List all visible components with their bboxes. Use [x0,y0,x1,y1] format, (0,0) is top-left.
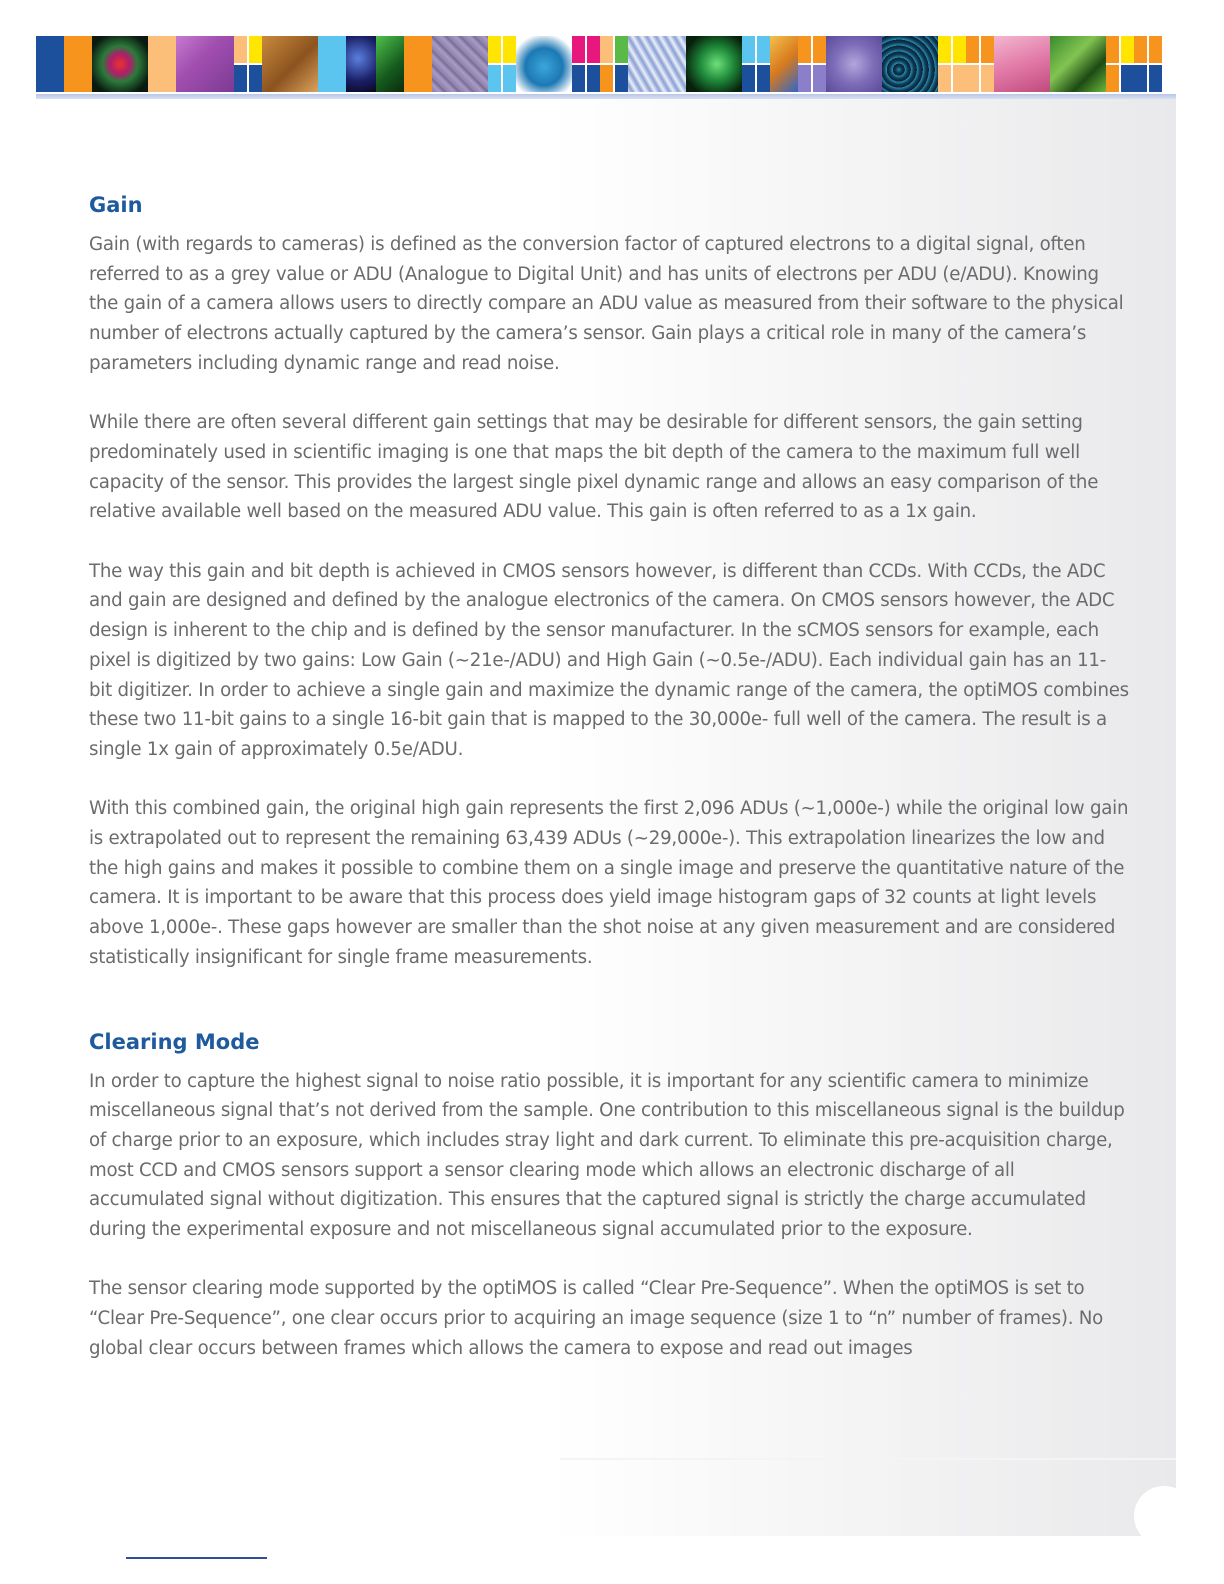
micrograph-nuclei-image [346,36,376,92]
paragraph: While there are often several different gain settings that may be desirable for different sensors, the gain setting predominately used in scientific imaging is one that maps the bit depth of the camera to the maximum full well capacity of the sensor. This provides the largest single pixel dynamic range and allows an easy comparison of the relative available well based on the measured ADU value. This gain is often referred to as a 1x gain. [89,412,1099,523]
banner-tile-grid [572,36,600,92]
micrograph-cell-image [92,36,148,92]
micrograph-tissue-image [176,36,234,92]
micrograph-fingerprint-image [882,36,938,92]
paragraph: Gain (with regards to cameras) is defined as the conversion factor of captured electrons to a digital signal, often referred to as a grey value or ADU (Analogue to Digital Unit) and has units of electrons per ADU (e/ADU). Knowing the gain of a camera allows users to directly compare an ADU value as measured from their software to the physical number of electrons actually captured by the camera’s sensor. Gain plays a critical role in many of the camera’s parameters including dynamic range and read noise. [89,234,1124,374]
paragraph: In order to capture the highest signal to noise ratio possible, it is important for any scientific camera to minimize miscellaneous signal that’s not derived from the sample. One contribution to this miscellaneous signal is the buildup of charge prior to an exposure, which includes stray light and dark current. To eliminate this pre-acquisition charge, most CCD and CMOS sensors support a sensor clearing mode which allows an electronic discharge of all accumulated signal without digitization. This ensures that the captured signal is strictly the charge accumulated during the experimental exposure and not miscellaneous signal accumulated prior to the exposure. [89,1070,1125,1241]
micrograph-crystal-image [770,36,798,92]
banner-tile-grid [938,36,966,92]
micrograph-fiber-image [262,36,318,92]
micrograph-fluorescent-image [686,36,742,92]
banner-tile [148,36,176,92]
paragraph: The sensor clearing mode supported by the optiMOS is called “Clear Pre-Sequence”. When the optiMOS is set to “Clear Pre-Sequence”, one clear occurs prior to acquiring an image sequence (size 1 to “n” number of frames). No global clear occurs between frames which allows the camera to expose and read out images [89,1278,1103,1359]
banner-underline [36,94,1176,99]
banner-tile-grid [1134,36,1162,92]
micrograph-pink-tissue-image [994,36,1050,92]
banner-tile [64,36,92,92]
clearing-mode-section [89,1027,1129,1364]
banner-tile-grid [798,36,826,92]
micrograph-stained-image [628,36,686,92]
header-image-banner [36,36,1176,92]
micrograph-purple-image [826,36,882,92]
banner-tile-grid [488,36,516,92]
paragraph: With this combined gain, the original high gain represents the first 2,096 ADUs (~1,000e-) while the original low gain is extrapolated out to represent the remaining 63,439 ADUs (~29,000e-). This extrapolation linearizes the low and the high gains and makes it possible to combine them on a single image and preserve the quantitative nature of the camera. It is important to be aware that this process does yield image histogram gaps of 32 counts at light levels above 1,000e-. These gaps however are smaller than the shot noise at any given measurement and are considered statistically insignificant for single frame measurements. [89,798,1129,968]
gain-section [89,190,1129,973]
banner-tile [318,36,346,92]
banner-tile-grid [1106,36,1134,92]
micrograph-organism-image [516,36,572,92]
paragraph: The way this gain and bit depth is achieved in CMOS sensors however, is different than CCDs. With CCDs, the ADC and gain are designed and defined by the analogue electronics of the camera. On CMOS sensors however, the ADC design is inherent to the chip and is defined by the sensor manufacturer. In the sCMOS sensors for example, each pixel is digitized by two gains: Low Gain (~21e-/ADU) and High Gain (~0.5e-/ADU). Each individual gain has an 11-bit digitizer. In order to achieve a single gain and maximize the dynamic range of the camera, the optiMOS combines these two 11-bit gains to a single 16-bit gain that is mapped to the 30,000e- full well of the camera. The result is a single 1x gain of approximately 0.5e/ADU. [89,560,1129,760]
banner-tile-grid [742,36,770,92]
banner-tile [36,36,64,92]
banner-tile [404,36,432,92]
section-heading: Clearing Mode [89,1029,260,1054]
banner-tile-grid [234,36,262,92]
banner-tile-grid [600,36,628,92]
document-body [89,190,1129,1364]
micrograph-green-image [376,36,404,92]
footer-link-underline [126,1557,267,1559]
footer-divider [560,1458,1176,1460]
section-heading: Gain [89,193,143,217]
page-corner-tab [1134,1486,1194,1546]
micrograph-mesh-image [432,36,488,92]
micrograph-leaf-image [1050,36,1106,92]
banner-tile-grid [966,36,994,92]
